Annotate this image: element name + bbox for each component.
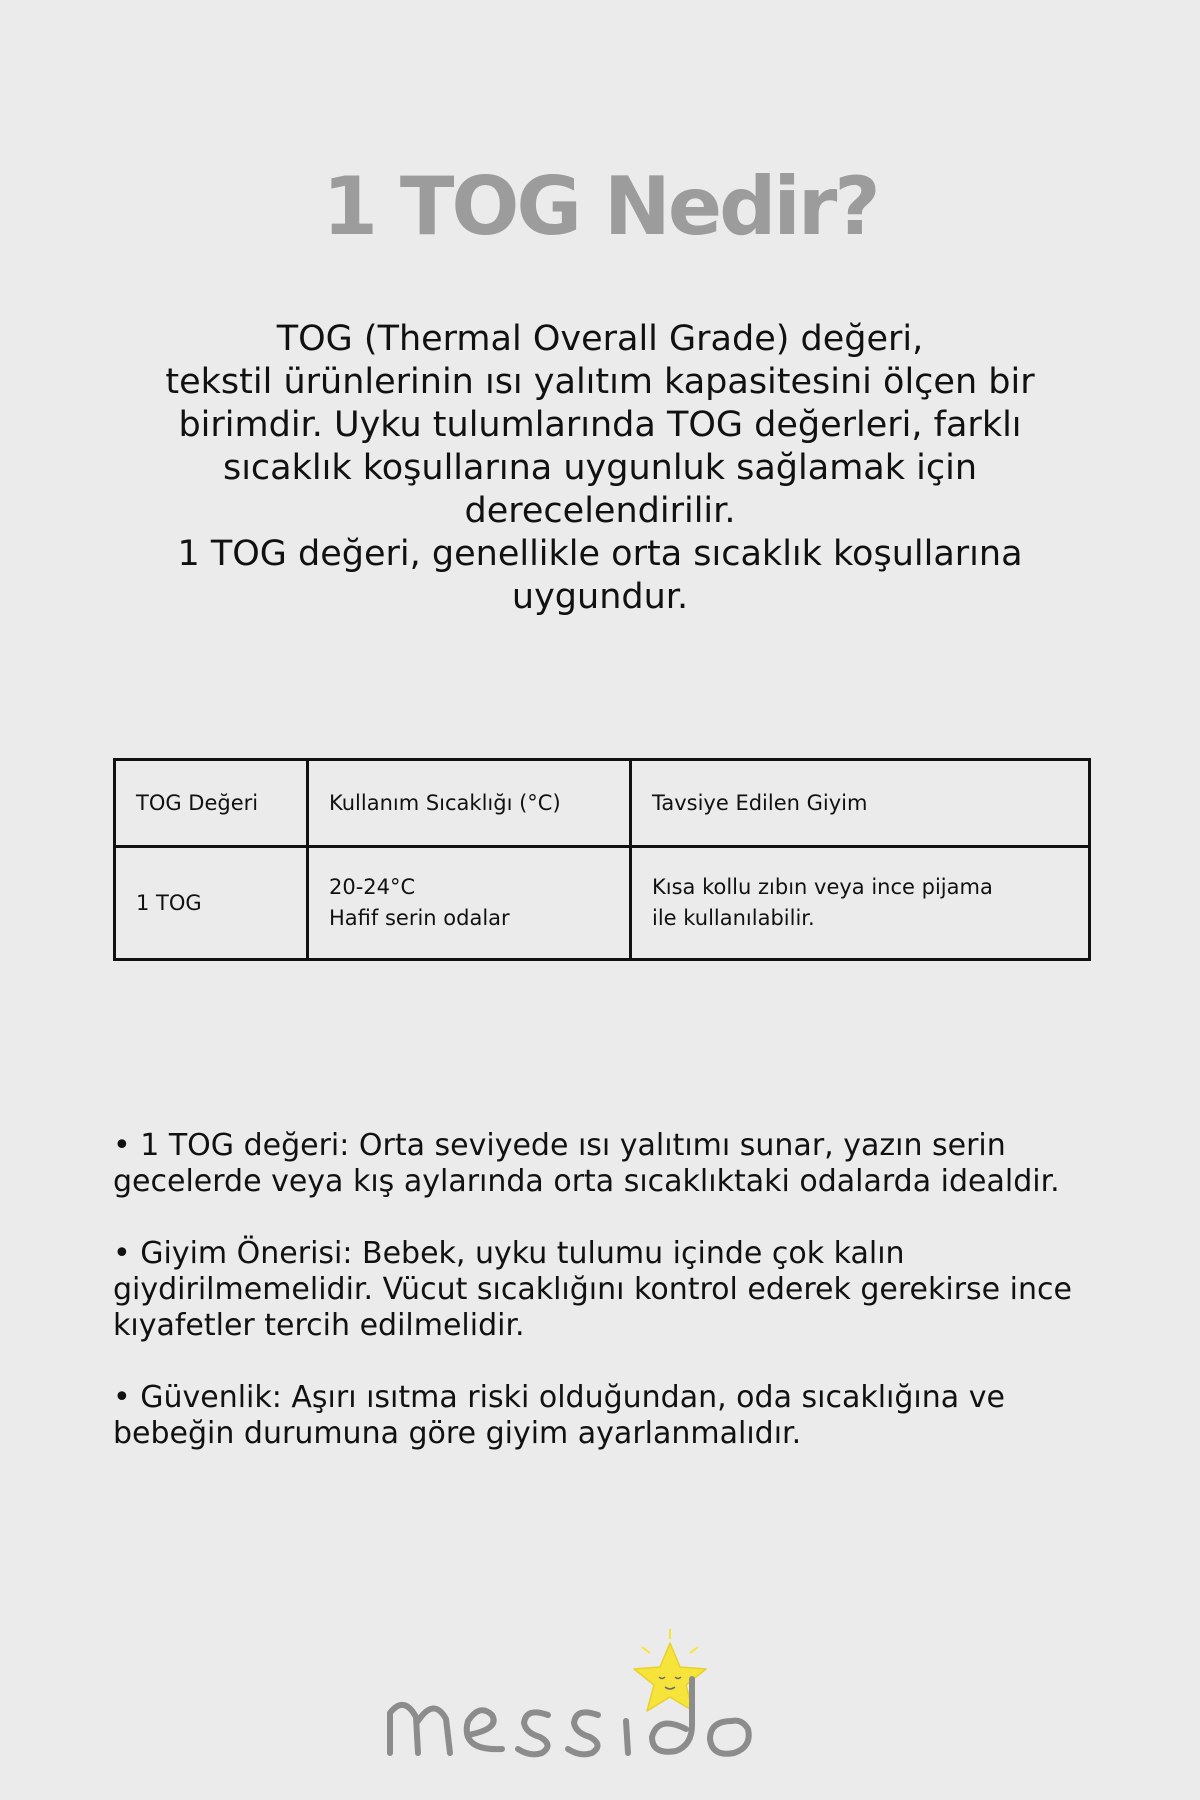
bullet-tog-value: • 1 TOG değeri: Orta seviyede ısı yalıtımı sunar, yazın serin gecelerde veya kış aylarında orta sıcaklıktaki odalarda idealdir. <box>113 1128 1060 1199</box>
header-tog-value: TOG Değeri <box>115 760 308 847</box>
intro-line: 1 TOG değeri, genellikle orta sıcaklık koşullarına <box>177 534 1023 574</box>
intro-line: birimdir. Uyku tulumlarında TOG değerleri, farklı <box>178 405 1022 445</box>
table-row <box>115 847 1090 960</box>
intro-paragraph <box>110 318 1090 619</box>
intro-line: tekstil ürünlerinin ısı yalıtım kapasitesini ölçen bir <box>165 362 1035 402</box>
header-recommended-clothing: Tavsiye Edilen Giyim <box>631 760 1090 847</box>
temperature-range: 20-24°C <box>329 875 416 899</box>
clothing-line: Kısa kollu zıbın veya ince pijama <box>652 875 993 899</box>
cell-clothing <box>631 847 1090 960</box>
intro-line: TOG (Thermal Overall Grade) değeri, <box>276 319 924 359</box>
bullet-clothing-advice: • Giyim Önerisi: Bebek, uyku tulumu içinde çok kalın giydirilmemelidir. Vücut sıcaklığını kontrol ederek gerekirse ince kıyafetler tercih edilmelidir. <box>113 1236 1072 1343</box>
cell-tog: 1 TOG <box>115 847 308 960</box>
bullet-list <box>113 1128 1093 1488</box>
bullet-safety: • Güvenlik: Aşırı ısıtma riski olduğundan, oda sıcaklığına ve bebeğin durumuna göre giyim ayarlanmalıdır. <box>113 1380 1005 1451</box>
header-usage-temperature: Kullanım Sıcaklığı (°C) <box>308 760 631 847</box>
table-header-row <box>115 760 1090 847</box>
intro-line: sıcaklık koşullarına uygunluk sağlamak için <box>222 448 978 488</box>
page-title: 1 TOG Nedir? <box>322 160 878 253</box>
clothing-line: ile kullanılabilir. <box>652 906 815 930</box>
brand-logo <box>380 1625 820 1765</box>
intro-line: derecelendirilir. <box>464 491 736 531</box>
star-icon <box>634 1629 706 1711</box>
tog-table <box>113 758 1091 961</box>
cell-temperature <box>308 847 631 960</box>
temperature-description: Hafif serin odalar <box>329 906 510 930</box>
intro-line: uygundur. <box>511 577 689 617</box>
logo-wordmark <box>390 1679 749 1754</box>
